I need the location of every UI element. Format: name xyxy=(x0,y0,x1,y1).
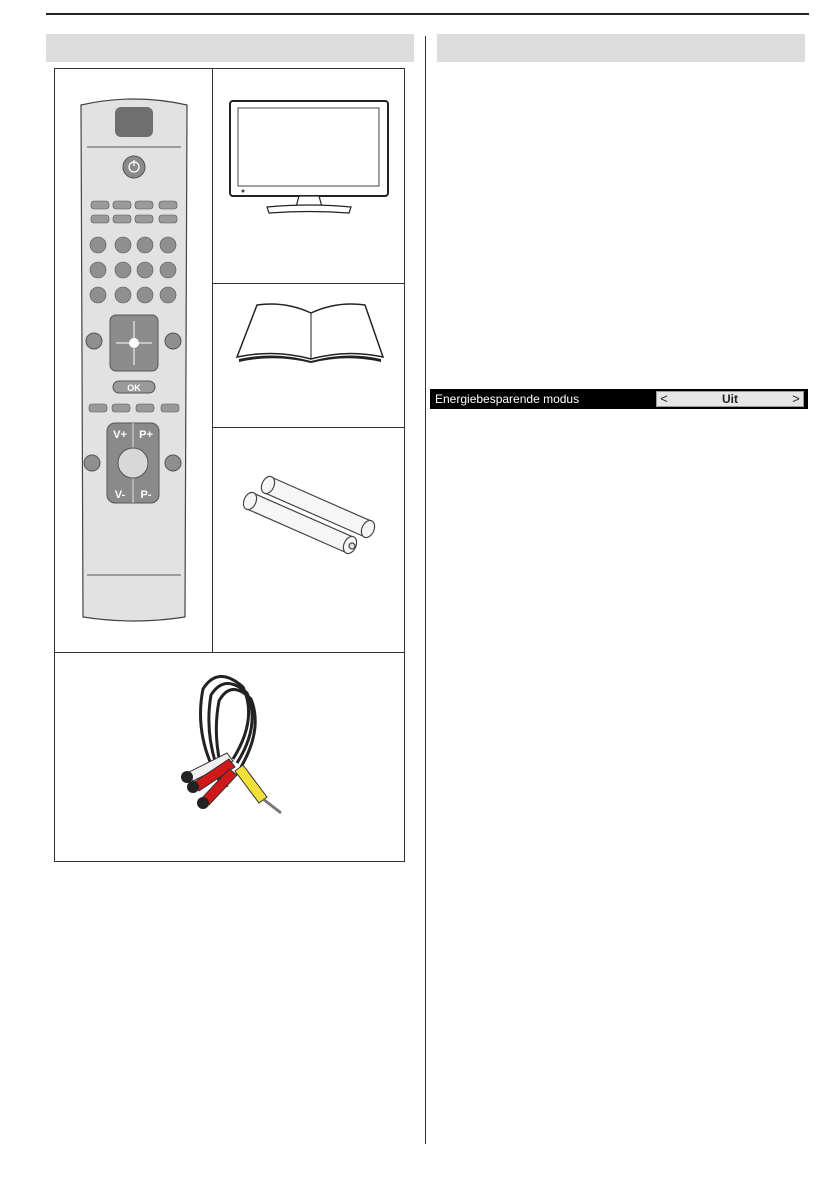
av-cable-image xyxy=(163,669,303,819)
accessories-divider-2 xyxy=(212,427,405,428)
right-arrow-icon[interactable]: > xyxy=(792,391,800,406)
left-arrow-icon[interactable]: < xyxy=(660,391,668,406)
top-rule xyxy=(46,13,809,15)
instruction-book-image xyxy=(235,299,385,364)
remote-vol-minus-label: V- xyxy=(114,489,126,501)
accessories-vertical-divider xyxy=(212,69,213,652)
energy-saving-value: Uit xyxy=(722,392,738,406)
batteries-image xyxy=(243,469,383,559)
section-header-right xyxy=(437,34,805,62)
energy-saving-setting-row[interactable] xyxy=(430,389,808,409)
section-header-left xyxy=(46,34,414,62)
column-divider xyxy=(425,36,426,1144)
remote-prog-plus-label: P+ xyxy=(139,429,153,441)
energy-saving-select[interactable] xyxy=(656,391,804,407)
remote-control-image xyxy=(75,97,193,627)
accessories-panel xyxy=(54,68,405,862)
energy-saving-label: Energiebesparende modus xyxy=(435,392,580,406)
accessories-divider-1 xyxy=(212,283,405,284)
remote-ok-label: OK xyxy=(127,383,141,393)
remote-prog-minus-label: P- xyxy=(140,489,152,501)
remote-vol-plus-label: V+ xyxy=(113,429,127,441)
accessories-divider-3 xyxy=(55,652,405,653)
tv-set-image xyxy=(227,99,392,219)
